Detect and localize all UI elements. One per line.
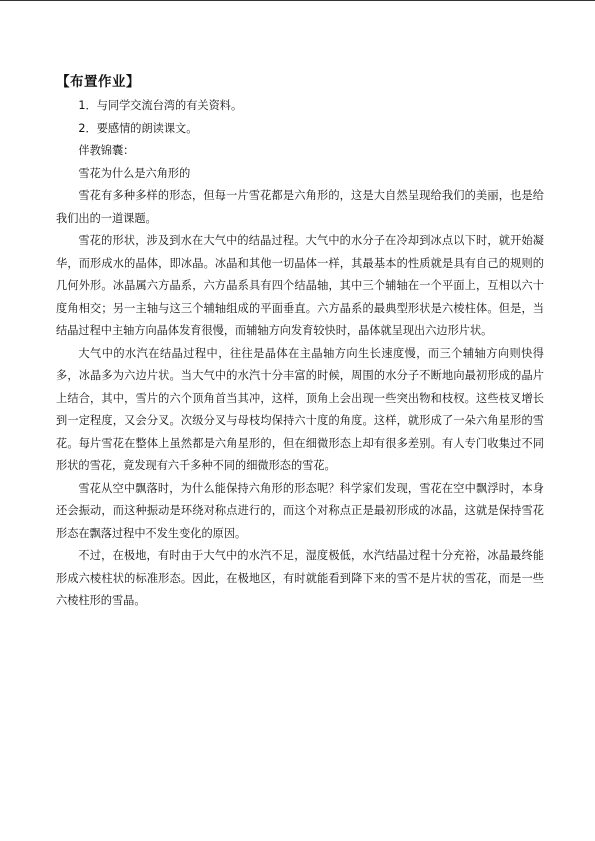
article-title: 雪花为什么是六角形的: [78, 166, 191, 180]
document-body: [56, 72, 544, 613]
page-top-rule: [0, 0, 595, 1]
companion-label: 伴教锦囊：: [78, 144, 135, 157]
section-heading: 【布置作业】: [56, 74, 140, 90]
paragraph-crystal-formation: 雪花的形状，涉及到水在大气中的结晶过程。大气中的水分子在冷却到冰点以下时，就开始凝华，而形成水的晶体，即冰晶。冰晶和其他一切晶体一样，其最基本的性质就是具有自己的规则的几何外形。冰晶属六方晶系，六方晶系具有四个结晶轴，其中三个辅轴在一个平面上，互相以六十度角相交；另一主轴与这三个辅轴组成的平面垂直。六方晶系的最典型形状是六棱柱体。但是，当结晶过程中主轴方向晶体发育很慢，而辅轴方向发育较快时，晶体就呈现出六边形片状。: [56, 234, 544, 337]
assignment-item-2: 2．要感情的朗读课文。: [78, 121, 198, 135]
paragraph-polar-snow: 不过，在极地，有时由于大气中的水汽不足，湿度极低，水汽结晶过程十分充裕，冰晶最终能形成六棱柱状的标准形态。因此，在极地区，有时就能看到降下来的雪不是片状的雪花，而是一些六棱柱形的雪晶。: [56, 549, 544, 607]
assignment-item-1: 1．与同学交流台湾的有关资料。: [78, 99, 243, 112]
paragraph-falling-shape: 雪花从空中飘落时，为什么能保持六角形的形态呢？科学家们发现，雪花在空中飘浮时，本身还会振动，而这种振动是环绕对称点进行的，而这个对称点正是最初形成的冰晶，这就是保持雪花形态在飘落过程中不发生变化的原因。: [56, 481, 544, 540]
paragraph-dendrite-growth: 大气中的水汽在结晶过程中，往往是晶体在主晶轴方向生长速度慢，而三个辅轴方向则快得多，冰晶多为六边片状。当大气中的水汽十分丰富的时候，周围的水分子不断地向最初形成的晶片上结合，其中，雪片的六个顶角首当其冲，这样，顶角上会出现一些突出物和枝杈。这些枝叉增长到一定程度，又会分叉。次级分叉与母枝均保持六十度的角度。这样，就形成了一朵六角星形的雪花。每片雪花在整体上虽然都是六角星形的，但在细微形态上却有很多差别。有人专门收集过不同形状的雪花，竟发现有六千多种不同的细微形态的雪花。: [56, 346, 544, 472]
paragraph-intro: 雪花有多种多样的形态，但每一片雪花都是六角形的，这是大自然呈现给我们的美丽，也是给我们出的一道课题。: [56, 189, 544, 225]
